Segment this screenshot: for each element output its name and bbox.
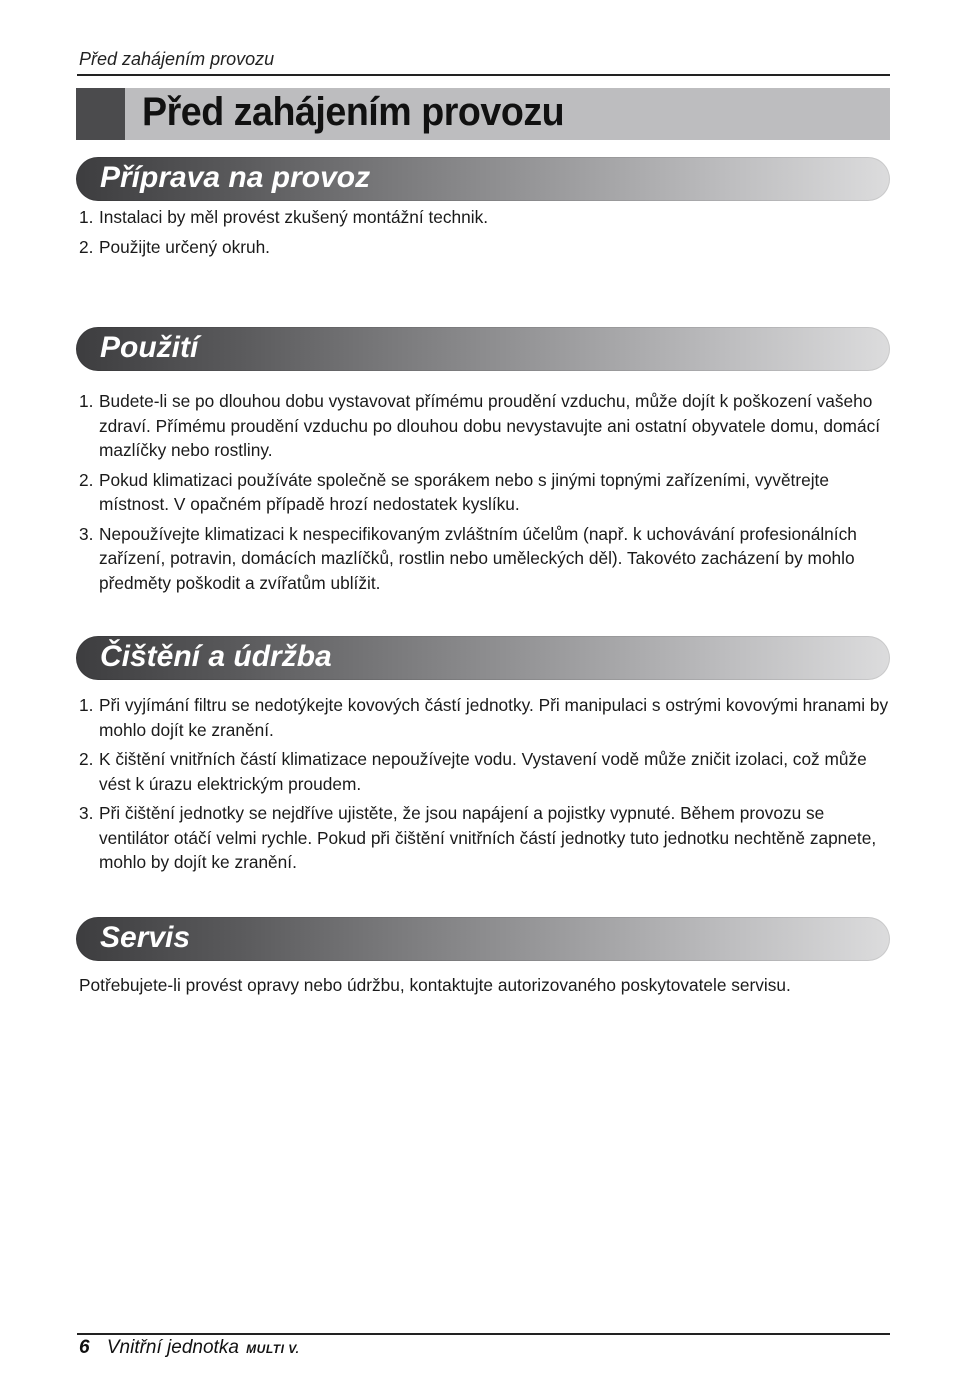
title-accent-block	[76, 88, 125, 140]
item-number: 2.	[79, 469, 94, 490]
list-item: 2. Pokud klimatizaci používáte společně se sporákem nebo s jinými topnými zařízeními, vyvětrejte místnost. V opačném případě hrozí nedostatek kyslíku.	[79, 469, 829, 514]
list-item: 2. Použijte určený okruh.	[79, 235, 889, 260]
item-number: 1.	[79, 207, 94, 227]
section-title: Příprava na provoz	[100, 161, 371, 194]
section-title: Servis	[100, 921, 191, 954]
running-header: Před zahájením provozu	[79, 49, 275, 69]
list-item: 1. Při vyjímání filtru se nedotýkejte kovových částí jednotky. Při manipulaci s ostrými kovovými hranami by mohlo dojít ke zranění.	[79, 695, 889, 740]
section-list-pouziti	[79, 389, 889, 600]
section-list-cisteni	[79, 693, 889, 880]
list-item: 3. Při čištění jednotky se nejdříve ujistěte, že jsou napájení a pojistky vypnuté. Během provozu se ventilátor otáčí velmi rychle. Pokud při čištění vnitřních částí jednotky tuto jednotku nechtěně zapnete, mohlo by dojít ke zranění.	[79, 803, 877, 872]
footer-rule	[77, 1333, 890, 1335]
list-item: 2. K čištění vnitřních částí klimatizace nepoužívejte vodu. Vystavení vodě může zničit izolaci, což může vést k úrazu elektrickým proudem.	[79, 749, 867, 794]
servis-text: Potřebujete-li provést opravy nebo údržbu, kontaktujte autorizovaného poskytovatele servisu.	[79, 975, 791, 995]
section-bar-servis	[76, 917, 890, 961]
section-bar-cisteni	[76, 636, 890, 680]
footer-label: Vnitřní jednotka	[106, 1337, 239, 1358]
page-title: Před zahájením provozu	[142, 90, 565, 134]
item-number: 1.	[79, 391, 94, 411]
footer	[79, 1337, 300, 1359]
item-number: 2.	[79, 749, 94, 769]
section-bar-priprava	[76, 157, 890, 201]
section-title: Použití	[100, 331, 199, 364]
section-bar-pouziti	[76, 327, 890, 371]
item-number: 1.	[79, 695, 94, 715]
header-rule	[77, 74, 890, 76]
section-title: Čištění a údržba	[100, 640, 332, 673]
item-number: 3.	[79, 803, 94, 823]
list-item: 1. Budete-li se po dlouhou dobu vystavovat přímému proudění vzduchu, může dojít k poškození vašeho zdraví. Přímému proudění vzduchu po dlouhou dobu nevystavujte ani ostatní obyvatele domu, domácí mazlíčky nebo rostliny.	[79, 391, 881, 460]
list-item: 3. Nepoužívejte klimatizaci k nespecifikovaným zvláštním účelům (např. k uchovávání profesionálních zařízení, potravin, domácích mazlíčků, rostlin nebo uměleckých děl). Takovéto zacházení by mohlo předměty poškodit a zvířatům ublížit.	[79, 523, 857, 593]
page-number: 6	[79, 1337, 90, 1358]
brand-logo: MULTI V.	[246, 1342, 300, 1356]
item-number: 3.	[79, 523, 94, 544]
section-list-priprava	[79, 205, 889, 264]
list-item: 1. Instalaci by měl provést zkušený montážní technik.	[79, 205, 889, 230]
page-title-bar	[76, 88, 890, 140]
item-number: 2.	[79, 236, 94, 257]
